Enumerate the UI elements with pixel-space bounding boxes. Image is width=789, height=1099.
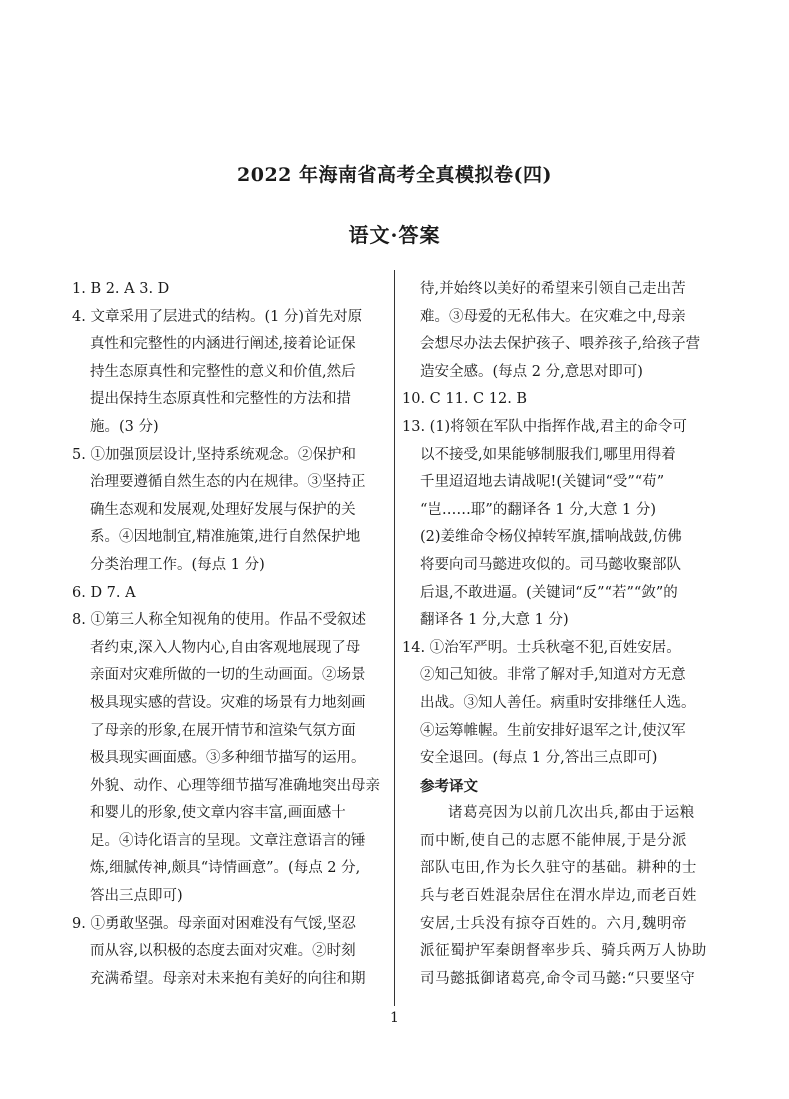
answer-line: 外貌、动作、心理等细节描写准确地突出母亲 [90,777,380,794]
answer-line: (2)姜维命令杨仪掉转军旗,擂响战鼓,仿佛 [420,529,682,546]
answer-line: 以不接受,如果能够制服我们,哪里用得着 [420,446,676,463]
answer-line: 足。④诗化语言的呈现。文章注意语言的锤 [90,832,366,849]
answer-line: 治理要遵循自然生态的内在规律。③坚持正 [90,474,366,491]
answer-line: 极具现实画面感。③多种细节描写的运用。 [90,750,366,767]
answer-line: 而中断,使自己的志愿不能伸展,于是分派 [420,832,688,849]
answer-line: 系。④因地制宜,精准施策,进行自然保护地 [90,529,361,546]
answer-line: ④运筹帷幄。生前安排好退军之计,使汉军 [420,722,686,739]
answer-line: 确生态观和发展观,处理好发展与保护的关 [90,501,356,518]
right-answer-column [402,276,720,993]
answer-line: 炼,细腻传神,颇具“诗情画意”。(每点 2 分, [90,860,361,877]
answer-line: 部队屯田,作为长久驻守的基础。耕种的士 [420,860,698,877]
answer-line: 了母亲的形象,在展开情节和渲染气氛方面 [90,722,356,739]
answer-line: 兵与老百姓混杂居住在渭水岸边,而老百姓 [420,888,698,905]
answer-line: 10. C 11. C 12. B [402,391,528,408]
answer-line: 司马懿抵御诸葛亮,命令司马懿:“只要坚守 [420,970,696,987]
answer-line: “岂……耶”的翻译各 1 分,大意 1 分) [420,501,656,518]
answer-line: 参考译文 [420,777,478,795]
answer-line: 持生态原真性和完整性的意义和价值,然后 [90,363,356,380]
page-subtitle: 语文·答案 [348,223,441,247]
answer-line: 真性和完整性的内涵进行阐述,接着论证保 [90,336,356,353]
answer-line: 5. ①加强顶层设计,坚持系统观念。②保护和 [72,446,357,463]
answer-line: 和婴儿的形象,使文章内容丰富,画面感十 [90,805,346,822]
answer-line: 6. D 7. A [72,584,136,601]
answer-line: 4. 文章采用了层进式的结构。(1 分)首先对原 [72,308,363,325]
answer-line: 造安全感。(每点 2 分,意思对即可) [420,363,643,380]
answer-line: 提出保持生态原真性和完整性的方法和措 [90,391,351,408]
answer-line: 将要向司马懿进攻似的。司马懿收聚部队 [420,556,681,573]
answer-line: 出战。③知人善任。病重时安排继任人选。 [420,694,696,711]
page-title: 2022 年海南省高考全真模拟卷(四) [237,164,552,186]
answer-line: 诸葛亮因为以前几次出兵,都由于运粮 [448,805,695,822]
left-answer-column [72,276,386,993]
answer-line: 亲面对灾难所做的一切的生动画面。②场景 [90,667,366,684]
answer-line: 分类治理工作。(每点 1 分) [90,556,265,573]
answer-line: 难。③母爱的无私伟大。在灾难之中,母亲 [420,308,686,325]
answer-line: 答出三点即可) [90,888,183,905]
answer-line: 充满希望。母亲对未来抱有美好的向往和期 [90,970,366,987]
answer-line: 翻译各 1 分,大意 1 分) [420,612,569,629]
answer-line: 14. ①治军严明。士兵秋毫不犯,百姓安居。 [402,639,681,656]
page-number: 1 [390,1010,399,1026]
answer-line: 会想尽办法去保护孩子、喂养孩子,给孩子营 [420,336,701,353]
answer-line: 施。(3 分) [90,418,159,435]
answer-line: 而从容,以积极的态度去面对灾难。②时刻 [90,943,356,960]
answer-line: 千里迢迢地去请战呢!(关键词“受”“苟” [420,474,665,491]
answer-line: ②知己知彼。非常了解对手,知道对方无意 [420,667,686,684]
column-divider [394,270,395,1006]
answer-line: 安居,士兵没有掠夺百姓的。六月,魏明帝 [420,915,688,932]
answer-line: 8. ①第三人称全知视角的使用。作品不受叙述 [72,612,366,629]
answer-line: 9. ①勇敢坚强。母亲面对困难没有气馁,坚忍 [72,915,357,932]
answer-line: 后退,不敢进逼。(关键词“反”“若”“敛”的 [420,584,678,601]
answer-line: 极具现实感的营设。灾难的场景有力地刻画 [90,694,366,711]
answer-line: 待,并始终以美好的希望来引领自己走出苦 [420,281,686,297]
answer-line: 安全退回。(每点 1 分,答出三点即可) [420,750,658,767]
answer-line: 13. (1)将领在军队中指挥作战,君主的命令可 [402,418,687,435]
answer-line: 者约束,深入人物内心,自由客观地展现了母 [90,639,361,656]
answer-line: 派征蜀护军秦朗督率步兵、骑兵两万人协助 [420,943,707,960]
answer-line: 1. B 2. A 3. D [72,281,170,297]
